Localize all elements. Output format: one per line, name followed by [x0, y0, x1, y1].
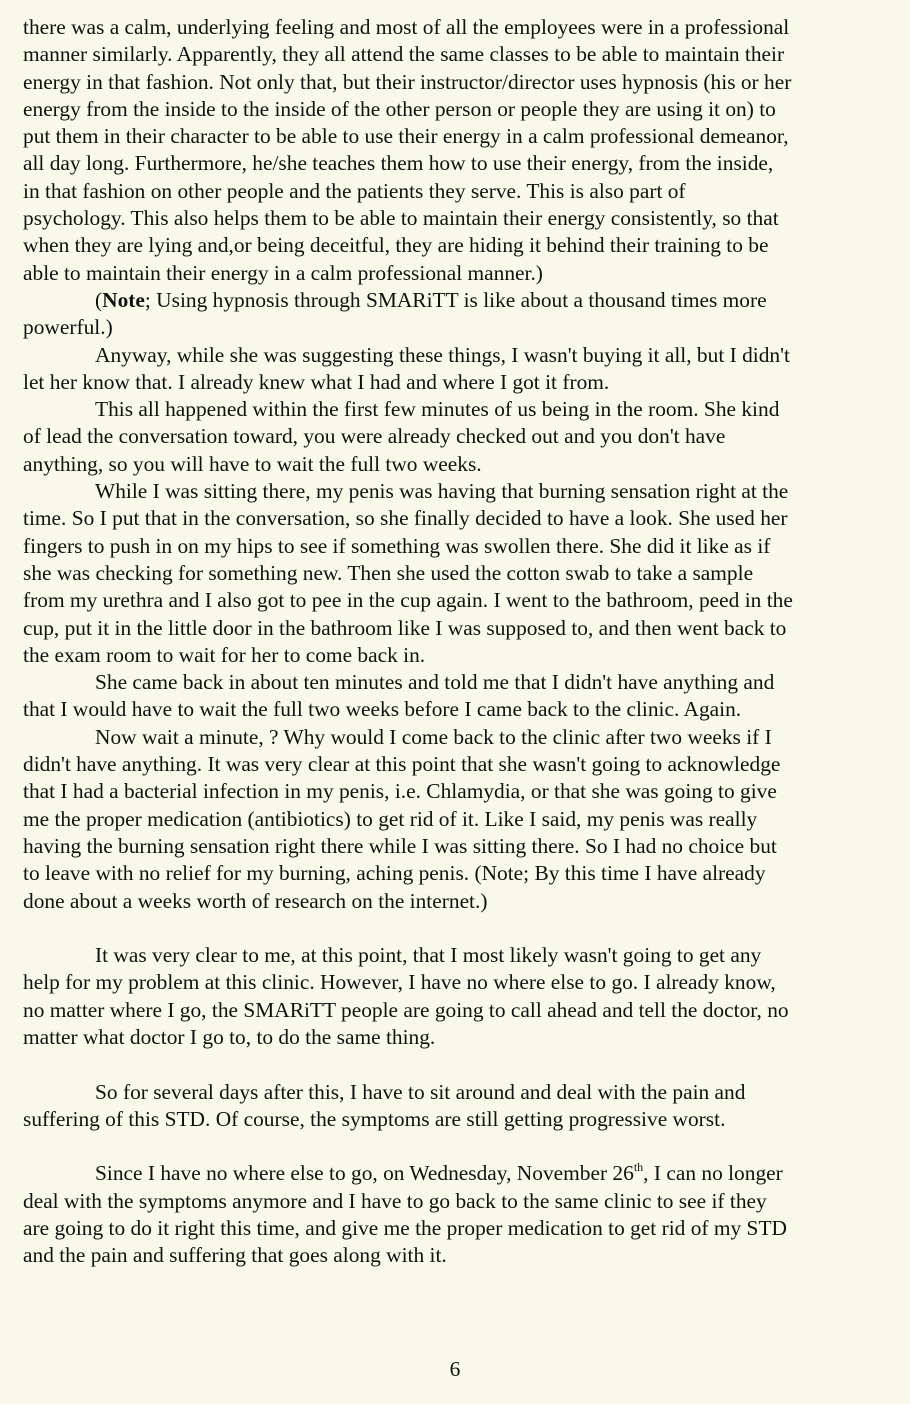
text-line: from my urethra and I also got to pee in the cup again. I went to the bathroom, peed in the	[23, 588, 793, 613]
text-line: help for my problem at this clinic. However, I have no where else to go. I already know,	[23, 970, 776, 995]
paragraph	[23, 669, 903, 724]
paragraph-spacer	[23, 1133, 903, 1160]
text-line: Now wait a minute, ? Why would I come back to the clinic after two weeks if I	[95, 724, 772, 749]
paragraph	[23, 342, 903, 397]
text-line: having the burning sensation right there while I was sitting there. So I had no choice but	[23, 833, 777, 858]
text-line: powerful.)	[23, 315, 113, 340]
paragraph-spacer	[23, 915, 903, 942]
paragraph	[23, 396, 903, 478]
text-line: matter what doctor I go to, to do the same thing.	[23, 1024, 436, 1049]
text-line: able to maintain their energy in a calm professional manner.)	[23, 260, 543, 285]
text-line: that I had a bacterial infection in my penis, i.e. Chlamydia, or that she was going to give	[23, 779, 777, 804]
text-line: While I was sitting there, my penis was having that burning sensation right at the	[95, 479, 789, 504]
text-line: energy in that fashion. Not only that, but their instructor/director uses hypnosis (his or her	[23, 69, 792, 94]
note-label: Note	[102, 287, 145, 312]
text-line: and the pain and suffering that goes along with it.	[23, 1243, 447, 1268]
paragraph	[23, 942, 903, 1051]
text-line: done about a weeks worth of research on the internet.)	[23, 888, 488, 913]
text-line: she was checking for something new. Then she used the cotton swab to take a sample	[23, 560, 754, 585]
text-line: She came back in about ten minutes and told me that I didn't have anything and	[95, 670, 775, 695]
text-line: all day long. Furthermore, he/she teaches them how to use their energy, from the inside,	[23, 151, 774, 176]
text-line: This all happened within the first few minutes of us being in the room. She kind	[95, 397, 780, 422]
text-line: are going to do it right this time, and give me the proper medication to get rid of my STD	[23, 1216, 787, 1241]
text-line: there was a calm, underlying feeling and most of all the employees were in a professional	[23, 15, 790, 39]
paragraph-spacer	[23, 1051, 903, 1078]
text-line: manner similarly. Apparently, they all attend the same classes to be able to maintain their	[23, 42, 785, 67]
paragraph-note	[23, 287, 903, 342]
note-text: ; Using hypnosis through SMARiTT is like about a thousand times more	[144, 287, 767, 312]
text-line: energy from the inside to the inside of the other person or people they are using it on) to	[23, 96, 776, 121]
text-line: didn't have anything. It was very clear at this point that she wasn't going to acknowledge	[23, 752, 781, 777]
text-line: So for several days after this, I have to sit around and deal with the pain and	[95, 1079, 746, 1104]
text-line: time. So I put that in the conversation, so she finally decided to have a look. She used her	[23, 506, 788, 531]
text-line: It was very clear to me, at this point, that I most likely wasn't going to get any	[95, 943, 762, 968]
text-line: cup, put it in the little door in the bathroom like I was supposed to, and then went back to	[23, 615, 787, 640]
text-line: when they are lying and,or being deceitful, they are hiding it behind their training to be	[23, 233, 769, 258]
text-line	[23, 287, 903, 314]
text-line: the exam room to wait for her to come back in.	[23, 642, 426, 667]
page-number: 6	[449, 1357, 461, 1381]
text-line: to leave with no relief for my burning, aching penis. (Note; By this time I have already	[23, 861, 766, 886]
paragraph	[23, 478, 903, 669]
paragraph	[23, 724, 903, 915]
text-line: in that fashion on other people and the patients they serve. This is also part of	[23, 178, 686, 203]
note-open-paren: (	[95, 287, 103, 312]
text-after-superscript: , I can no longer	[643, 1161, 783, 1186]
paragraph-continuation	[23, 14, 903, 287]
text-line: anything, so you will have to wait the full two weeks.	[23, 451, 482, 476]
text-line: fingers to push in on my hips to see if something was swollen there. She did it like as if	[23, 533, 771, 558]
document-page	[23, 14, 903, 1270]
text-line: suffering of this STD. Of course, the symptoms are still getting progressive worst.	[23, 1106, 726, 1131]
text-before-superscript: Since I have no where else to go, on Wednesday, November 26	[95, 1161, 634, 1186]
text-line: me the proper medication (antibiotics) to get rid of it. Like I said, my penis was really	[23, 806, 758, 831]
ordinal-superscript: th	[633, 1160, 644, 1175]
text-line: let her know that. I already knew what I had and where I got it from.	[23, 369, 610, 394]
text-line: deal with the symptoms anymore and I have to go back to the same clinic to see if they	[23, 1188, 767, 1213]
text-line	[23, 1160, 903, 1187]
text-line: of lead the conversation toward, you were already checked out and you don't have	[23, 424, 726, 449]
text-line: that I would have to wait the full two weeks before I came back to the clinic. Again.	[23, 697, 742, 722]
text-line: Anyway, while she was suggesting these things, I wasn't buying it all, but I didn't	[95, 342, 790, 367]
paragraph	[23, 1160, 903, 1269]
paragraph	[23, 1079, 903, 1134]
text-line: psychology. This also helps them to be able to maintain their energy consistently, so that	[23, 206, 779, 231]
text-line: put them in their character to be able to use their energy in a calm professional demeanor,	[23, 124, 789, 149]
text-line: no matter where I go, the SMARiTT people are going to call ahead and tell the doctor, no	[23, 997, 789, 1022]
